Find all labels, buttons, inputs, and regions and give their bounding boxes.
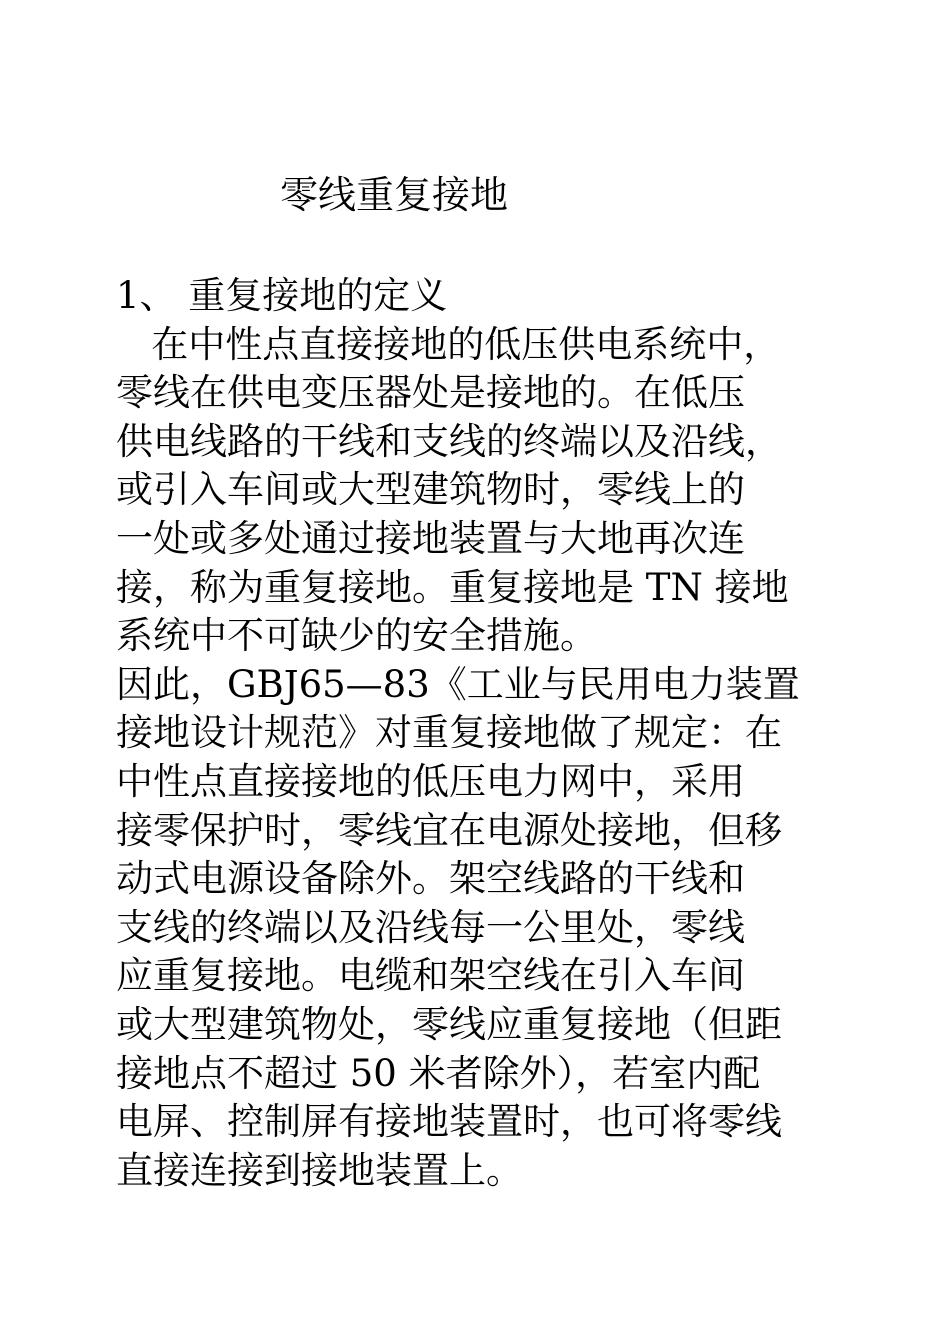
section-heading: 1、 重复接地的定义 xyxy=(116,274,448,317)
body-line: 接，称为重复接地。重复接地是 TN 接地 xyxy=(116,565,789,609)
body-line: 接地设计规范》对重复接地做了规定：在 xyxy=(116,711,782,755)
body-line: 接零保护时，零线宜在电源处接地，但移 xyxy=(116,808,782,852)
body-line: 支线的终端以及沿线每一公里处，零线 xyxy=(116,905,745,949)
body-line: 或大型建筑物处，零线应重复接地（但距 xyxy=(116,1002,782,1046)
body-line: 在中性点直接接地的低压供电系统中， xyxy=(116,322,781,366)
body-line: 电屏、控制屏有接地装置时，也可将零线 xyxy=(116,1100,782,1144)
document-body xyxy=(116,272,866,1195)
body-line: 供电线路的干线和支线的终端以及沿线， xyxy=(116,419,782,463)
body-line: 零线在供电变压器处是接地的。在低压 xyxy=(116,371,745,415)
body-line: 接地点不超过 50 米者除外），若室内配 xyxy=(116,1051,761,1095)
body-line: 中性点直接接地的低压电力网中，采用 xyxy=(116,759,745,803)
body-line: 因此，GBJ65—83《工业与民用电力装置 xyxy=(116,662,800,706)
document-title: 零线重复接地 xyxy=(280,173,509,217)
body-line: 应重复接地。电缆和架空线在引入车间 xyxy=(116,954,745,998)
body-line: 动式电源设备除外。架空线路的干线和 xyxy=(116,857,745,901)
body-line: 系统中不可缺少的安全措施。 xyxy=(116,614,597,658)
body-line: 一处或多处通过接地装置与大地再次连 xyxy=(116,516,745,560)
body-line: 或引入车间或大型建筑物时，零线上的 xyxy=(116,468,745,512)
body-line: 直接连接到接地装置上。 xyxy=(116,1148,523,1192)
